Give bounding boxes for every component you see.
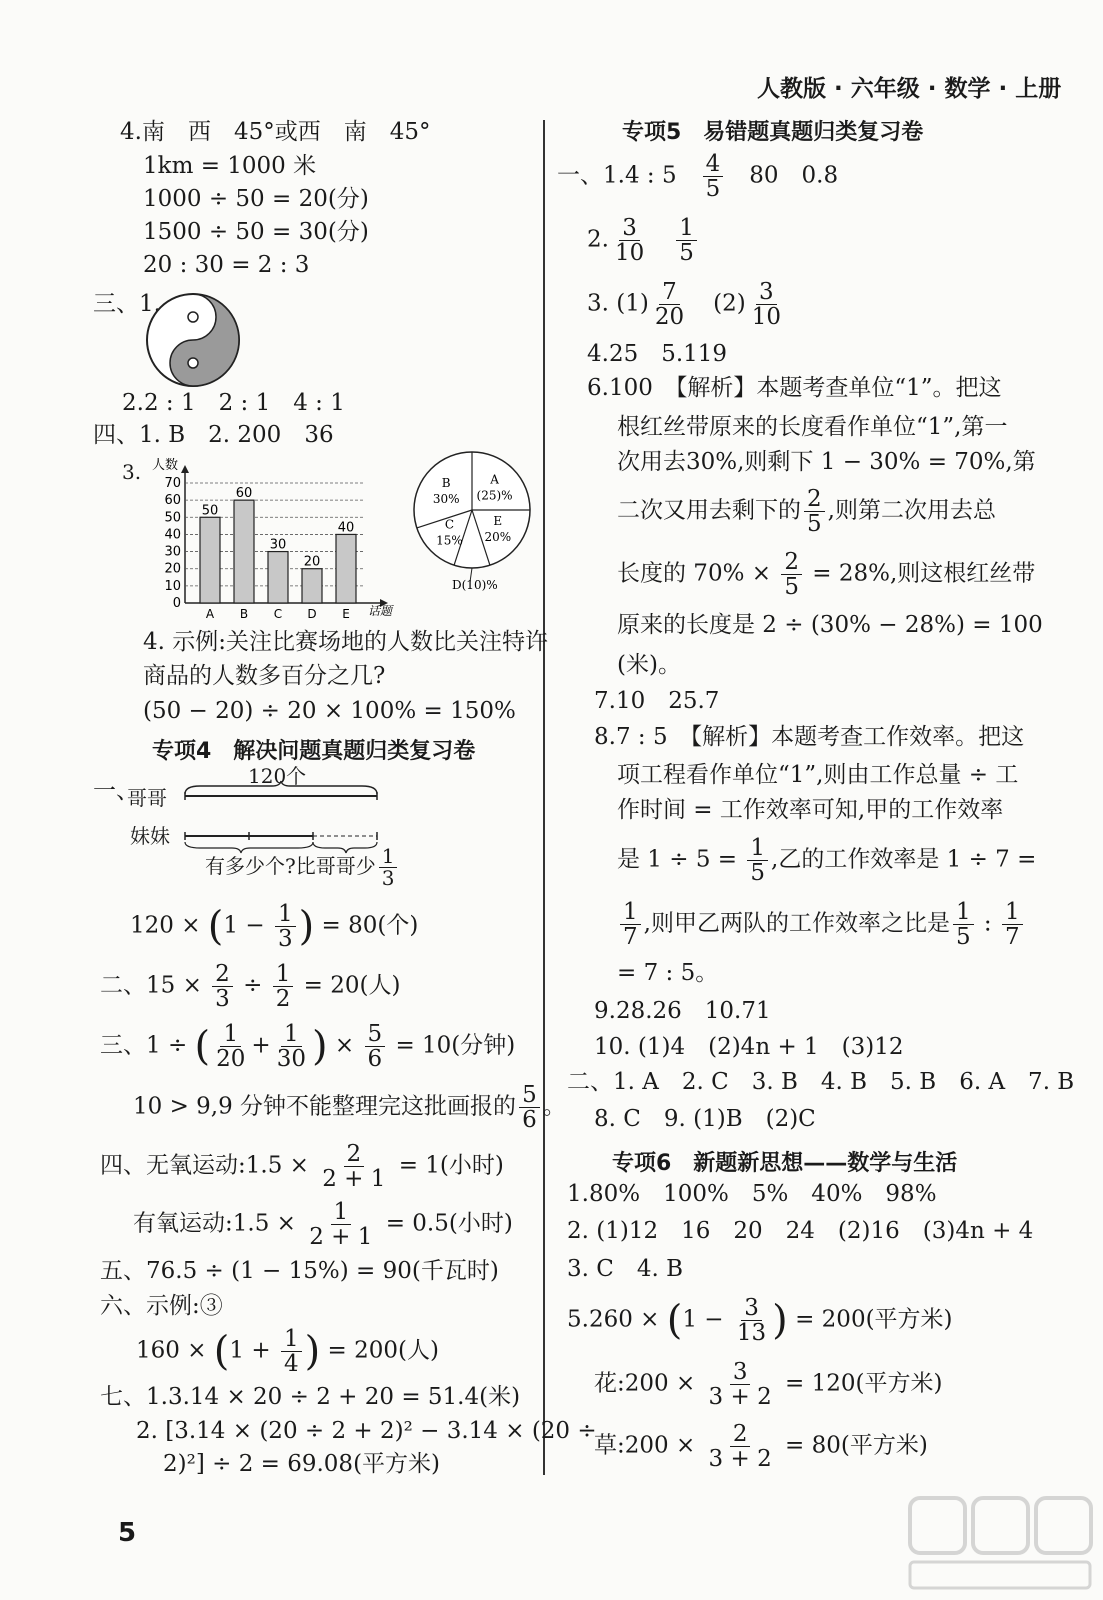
y-axis-arrow (181, 465, 189, 473)
x-tick-label: E (342, 607, 350, 621)
chart-question-label: 3. (122, 460, 142, 484)
answer-4-equation: (50 − 20) ÷ 20 × 100% = 150% (143, 698, 516, 724)
equation-section-2: 二、15 × $\frac{2}{3}$ ÷ $\frac{1}{2}$ = 20(人) (100, 961, 401, 1013)
section-3-label: 三、1. (93, 291, 161, 317)
section-6-label: 六、示例:③ (100, 1293, 223, 1319)
x-axis-title: 话题 (368, 604, 393, 618)
x-tick-label: A (205, 607, 215, 621)
watermark-logo (905, 1490, 1095, 1595)
equation-section-7-2-cont: 2)²] ÷ 2 = 69.08(平方米) (163, 1451, 441, 1477)
brother-label: 哥哥 (127, 786, 167, 810)
explanation-line: 二次又用去剩下的 $\frac{2}{5}$ ,则第二次用去总 (617, 486, 996, 538)
right-answer-9-10: 9.28.26 10.71 (594, 998, 771, 1024)
answer-line: 20 : 30 = 2 : 3 (143, 252, 310, 278)
explanation-line: 原来的长度是 2 ÷ (30% − 28%) = 100 (617, 612, 1043, 638)
bar-C (268, 552, 288, 603)
answer-4-example: 4. 示例:关注比赛场地的人数比关注特许 (143, 629, 549, 655)
bar-value-label: 40 (337, 520, 355, 536)
right-s6-answer-5: 5.260 × (1 − $\frac{3}{13}$ ) = 200(平方米) (567, 1295, 953, 1347)
y-tick-label: 70 (164, 476, 181, 491)
x-tick-label: D (307, 607, 317, 621)
pie-label-E: E (493, 513, 503, 528)
right-answer-8: 8.7 : 5 【解析】本题考查工作效率。把这 (594, 724, 1025, 750)
diagram-question: 有多少个?比哥哥少 $\frac{1}{3}$ (205, 846, 400, 889)
y-tick-label: 30 (164, 544, 181, 560)
bar-D (302, 569, 322, 603)
explanation-line: 根红丝带原来的长度看作单位“1”,第一 (617, 414, 1008, 440)
y-tick-label: 20 (164, 561, 181, 577)
answer-4-example-cont: 商品的人数多百分之几? (143, 663, 386, 689)
explanation-line: 项工程看作单位“1”,则由工作总量 ÷ 工 (617, 762, 1019, 788)
right-answer-10: 10. (1)4 (2)4n + 1 (3)12 (594, 1034, 904, 1060)
x-tick-label: B (239, 607, 249, 621)
pie-label-A: A (490, 472, 499, 487)
bar-value-label: 30 (269, 537, 287, 553)
section-3-conclusion: 10 > 9,9 分钟不能整理完这批画报的 $\frac{5}{6}$ 。 (133, 1082, 566, 1134)
answer-line: 2.2 : 1 2 : 1 4 : 1 (122, 390, 345, 416)
right-answer-1-1: 一、1.4 : 5 $\frac{4}{5}$ 80 0.8 (557, 151, 839, 203)
y-tick-label: 60 (164, 493, 181, 509)
right-s6-answer-2: 2. (1)12 16 20 24 (2)16 (3)4n + 4 (567, 1218, 1034, 1244)
y-axis-title: 人数 (152, 458, 179, 473)
bar-value-label: 20 (303, 554, 321, 570)
pie-label-C: C (444, 517, 455, 532)
section-2-choices: 二、1. A 2. C 3. B 4. B 5. B 6. A 7. B (567, 1069, 1075, 1095)
answer-4-direction: 4.南 西 45°或西 南 45° (120, 119, 431, 145)
pie-value-C: 15% (436, 533, 463, 548)
answer-line: 1km = 1000 米 (143, 153, 317, 179)
equation-section-7-1: 七、1.3.14 × 20 ÷ 2 + 20 = 51.4(米) (100, 1384, 521, 1410)
right-s6-answer-3-4: 3. C 4. B (567, 1256, 684, 1282)
answer-line: 1500 ÷ 50 = 30(分) (143, 219, 369, 245)
bar-value-label: 60 (235, 486, 253, 502)
right-answer-2: 2. $\frac{3}{10}$ $\frac{1}{5}$ (587, 216, 700, 265)
y-tick-label: 50 (164, 510, 181, 526)
explanation-line: 长度的 70% × $\frac{2}{5}$ = 28%,则这根红丝带 (617, 549, 1036, 601)
pie-value-E: 20% (484, 529, 512, 544)
yin-yang-figure (145, 292, 241, 388)
pie-label-B: B (441, 476, 451, 491)
section-heading-6: 专项6 新题新思想——数学与生活 (612, 1151, 958, 1176)
explanation-line: = 7 : 5。 (617, 960, 719, 986)
equation-section-6: 160 × (1 + $\frac{1}{4}$ ) = 200(人) (136, 1326, 439, 1378)
x-tick-label: C (273, 607, 283, 621)
bar-A (200, 517, 220, 603)
section-heading-5: 专项5 易错题真题归类复习卷 (622, 120, 924, 145)
y-tick-label: 10 (164, 578, 181, 594)
page-header-title: 人教版 · 六年级 · 数学 · 上册 (757, 76, 1062, 102)
explanation-line: 作时间 = 工作效率可知,甲的工作效率 (617, 797, 1004, 823)
section-4-line: 四、1. B 2. 200 36 (93, 422, 334, 448)
bar-B (234, 500, 254, 603)
equation-section-3: 三、1 ÷ ( $\frac{1}{20}$ + $\frac{1}{30}$ ) × $\frac{5}{6}$ = 10(分钟) (100, 1021, 516, 1073)
grass-area-equation: 草:200 × $\frac{2}{3 + 2}$ = 80(平方米) (594, 1421, 928, 1473)
explanation-line: 是 1 ÷ 5 = $\frac{1}{5}$ ,乙的工作效率是 1 ÷ 7 = (617, 835, 1037, 887)
y-tick-label: 40 (164, 527, 181, 543)
bar-chart (140, 455, 405, 625)
bar-E (336, 534, 356, 603)
explanation-line: (米)。 (617, 652, 681, 678)
line-segment-diagram (180, 780, 385, 855)
pie-label-D: D(10)% (452, 578, 498, 592)
right-answer-4-5: 4.25 5.119 (587, 341, 728, 367)
right-s6-answer-1: 1.80% 100% 5% 40% 98% (567, 1181, 937, 1207)
equation-aerobic: 有氧运动:1.5 × $\frac{1}{2 + 1}$ = 0.5(小时) (133, 1199, 513, 1251)
y-tick-label: 0 (172, 596, 181, 611)
section-heading-4: 专项4 解决问题真题归类复习卷 (152, 739, 476, 764)
section-1-label: 一、 (93, 778, 139, 804)
explanation-line: 次用去30%,则剩下 1 − 30% = 70%,第 (617, 449, 1036, 475)
explanation-line: $\frac{1}{7}$ ,则甲乙两队的工作效率之比是 $\frac{1}{5}$ : $\frac{1}{7}$ (617, 900, 1026, 949)
equation-anaerobic: 四、无氧运动:1.5 × $\frac{2}{2 + 1}$ = 1(小时) (100, 1141, 504, 1193)
pie-value-B: 30% (432, 492, 460, 507)
right-answer-3: 3. (1) $\frac{7}{20}$ (2) $\frac{3}{10}$ (587, 279, 781, 331)
answer-line: 1000 ÷ 50 = 20(分) (143, 186, 369, 212)
sister-label: 妹妹 (130, 824, 170, 848)
equation-120: 120 × (1 − $\frac{1}{3}$ ) = 80(个) (130, 901, 419, 953)
column-divider (543, 120, 545, 1475)
bar-value-label: 50 (201, 503, 219, 519)
pie-value-A: (25)% (476, 488, 513, 503)
equation-section-5: 五、76.5 ÷ (1 − 15%) = 90(千瓦时) (100, 1258, 499, 1284)
equation-section-7-2: 2. [3.14 × (20 ÷ 2 + 2)² − 3.14 × (20 ÷ (136, 1418, 597, 1444)
flower-area-equation: 花:200 × $\frac{3}{3 + 2}$ = 120(平方米) (594, 1359, 943, 1411)
total-120-label: 120个 (248, 764, 307, 788)
pie-chart (410, 448, 545, 593)
right-answer-7: 7.10 25.7 (594, 688, 720, 714)
right-answer-6: 6.100 【解析】本题考查单位“1”。把这 (587, 375, 1002, 401)
section-2-choices-cont: 8. C 9. (1)B (2)C (594, 1106, 816, 1132)
page-number: 5 (118, 1518, 137, 1548)
